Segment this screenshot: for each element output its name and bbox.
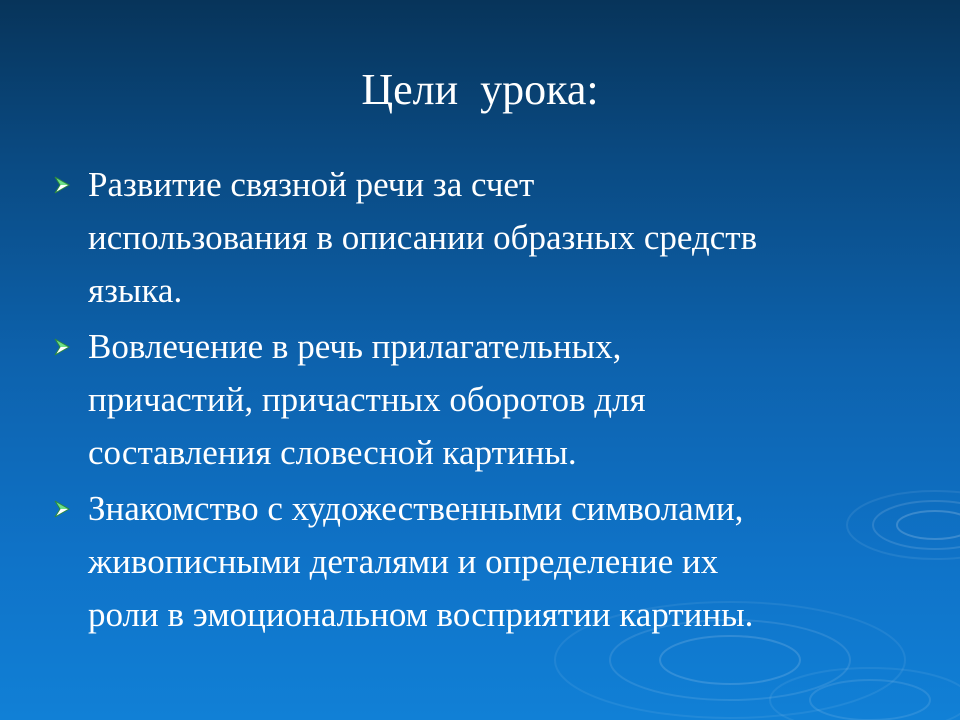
- list-item: [52, 158, 932, 317]
- slide-title: Цели урока:: [361, 65, 599, 114]
- bullet-text-line: Знакомство с художественными символами,: [88, 489, 744, 528]
- list-item: [52, 320, 932, 479]
- list-item: [52, 482, 932, 641]
- arrowhead-bullet-icon: [52, 337, 72, 357]
- bullet-text-line: использования в описании образных средств: [88, 218, 758, 257]
- bullet-text-line: причастий, причастных оборотов для: [88, 380, 646, 419]
- bullet-text-line: Вовлечение в речь прилагательных,: [88, 327, 622, 366]
- bullet-text-line: Развитие связной речи за счет: [88, 165, 535, 204]
- bullet-text-line: языка.: [88, 271, 183, 310]
- bullet-text-line: живописными деталями и определение их: [88, 542, 719, 581]
- goals-list: [52, 158, 932, 644]
- arrowhead-bullet-icon: [52, 499, 72, 519]
- bullet-text-line: составления словесной картины.: [88, 433, 577, 472]
- bullet-text-line: роли в эмоциональном восприятии картины.: [88, 595, 754, 634]
- arrowhead-bullet-icon: [52, 175, 72, 195]
